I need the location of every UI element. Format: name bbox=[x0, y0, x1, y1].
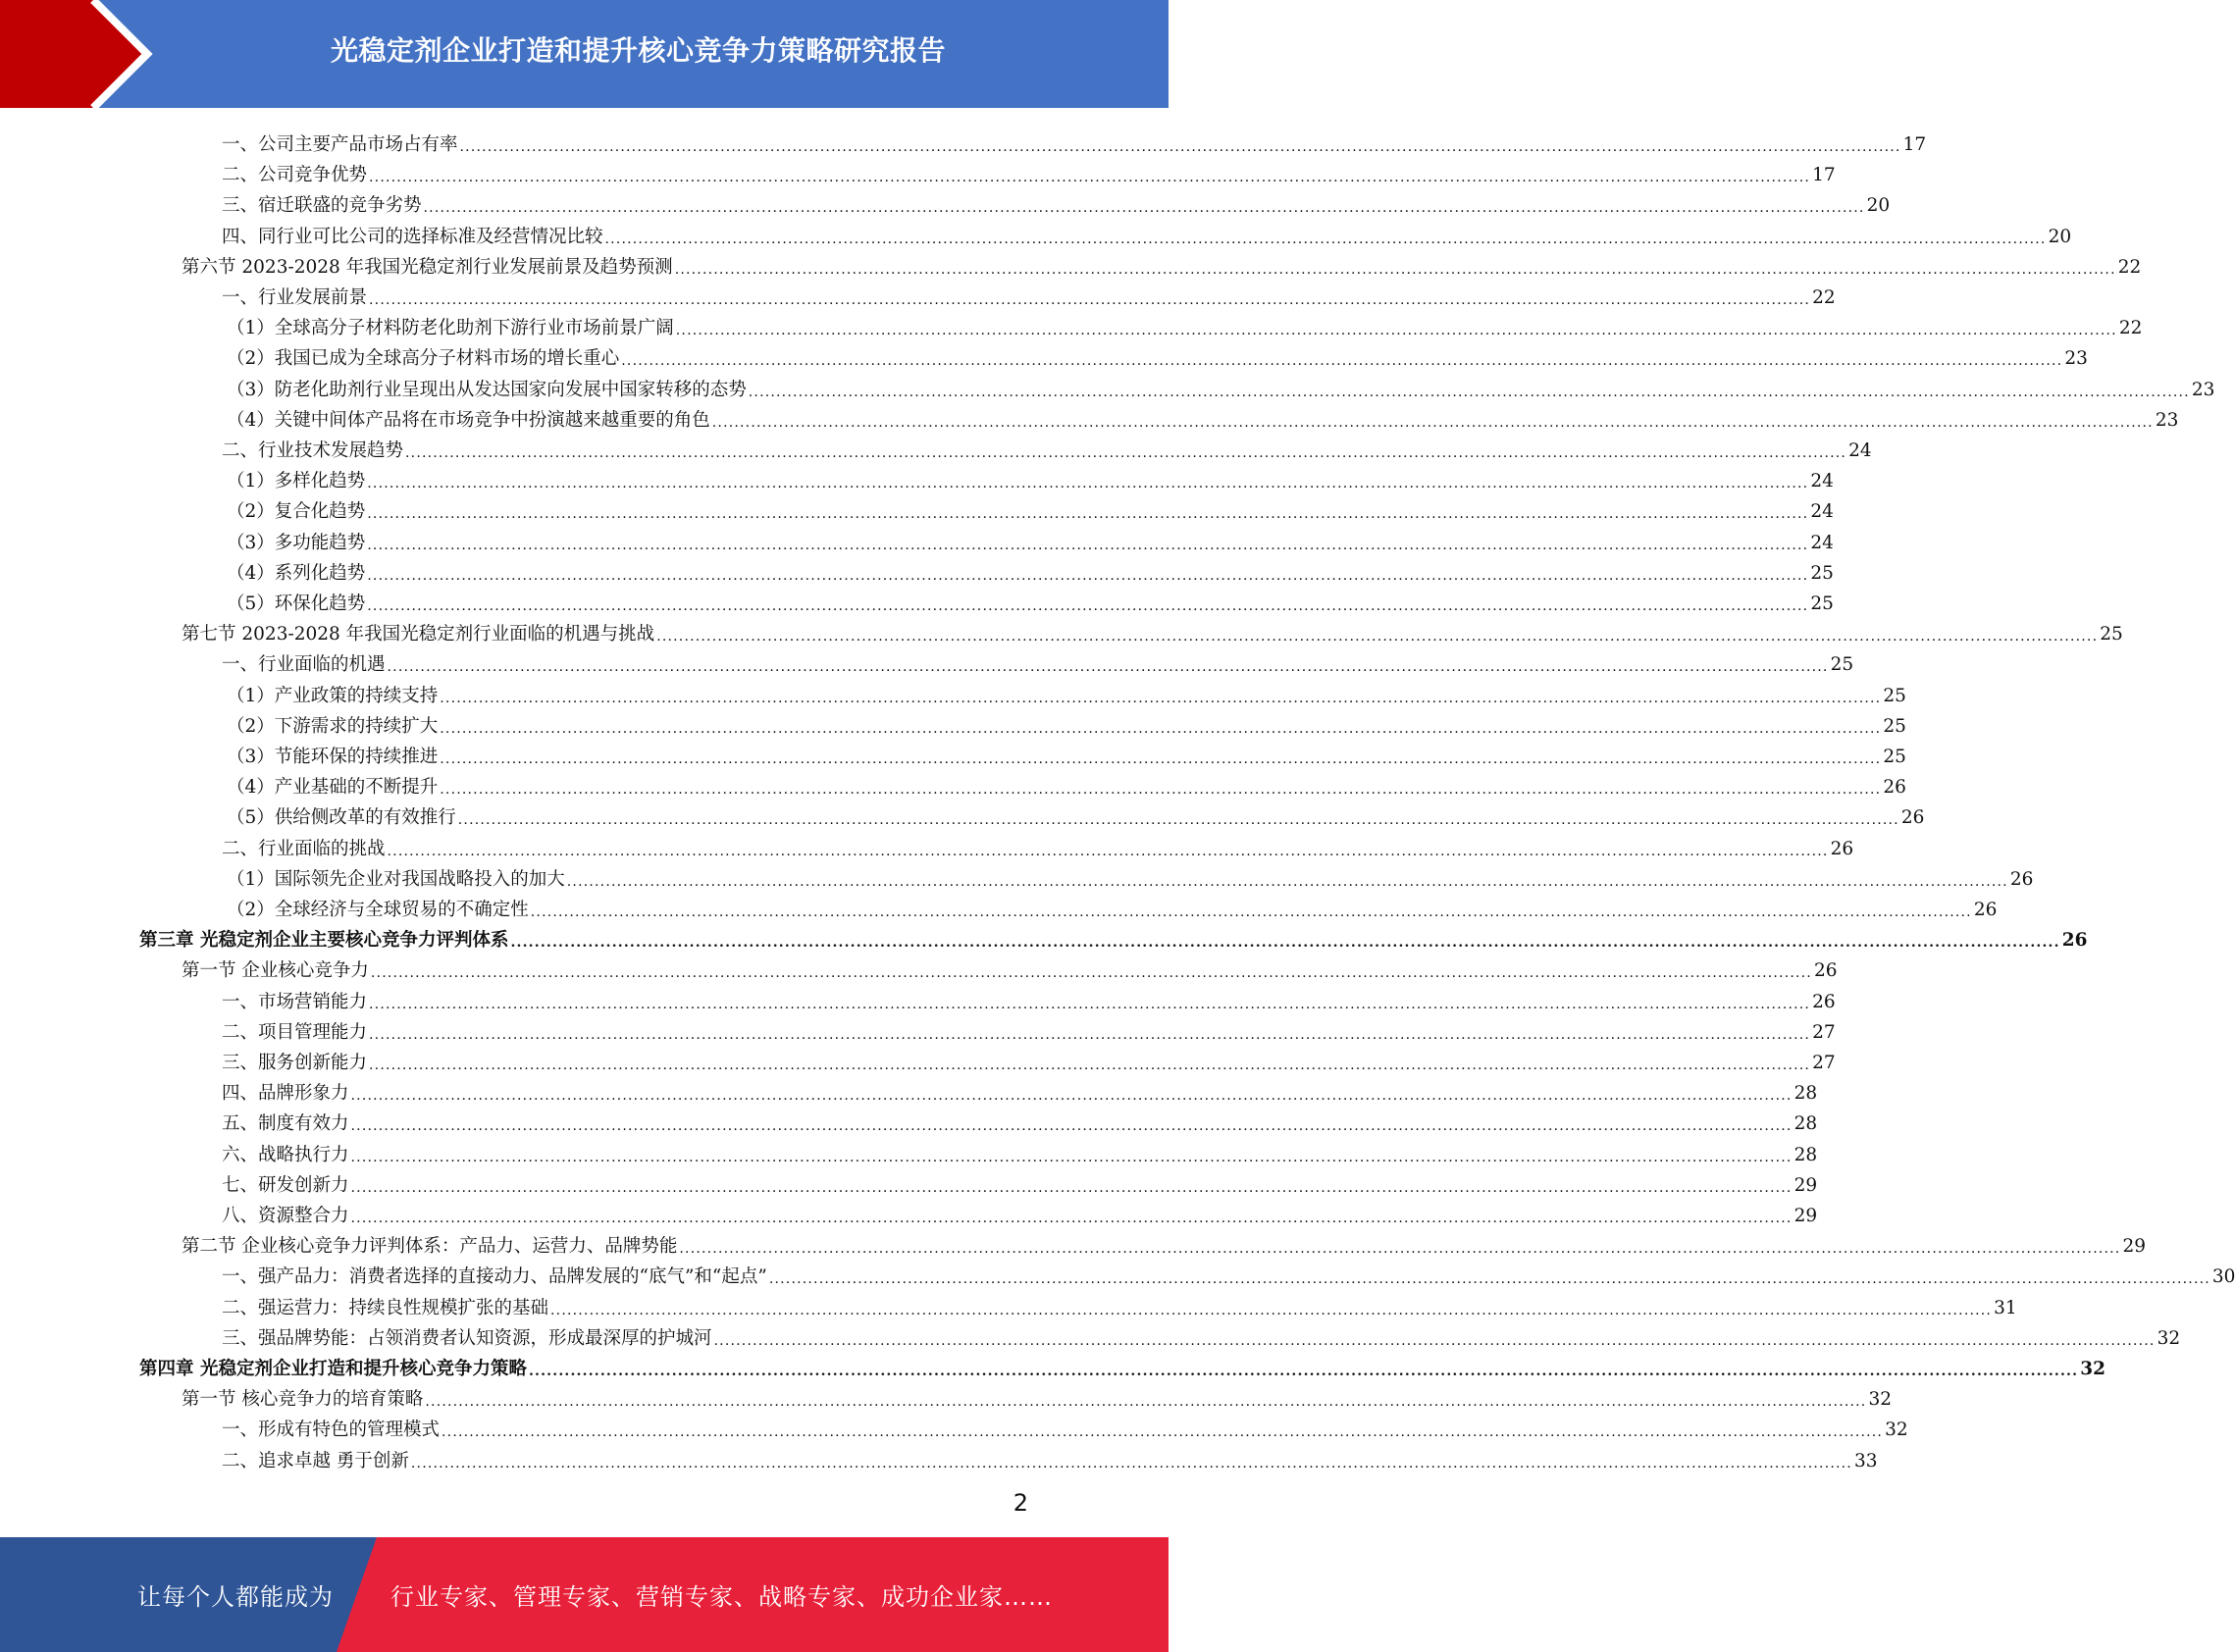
toc-dot-leader: .................................................................................................................................................................................................................................................................... bbox=[367, 476, 1809, 492]
toc-dot-leader: .................................................................................................................................................................................................................................................................... bbox=[550, 1302, 1993, 1318]
toc-entry-title: 第一节 核心竞争力的培育策略 bbox=[182, 1389, 424, 1411]
toc-entry-title: 三、宿迁联盛的竞争劣势 bbox=[222, 195, 422, 217]
toc-page-number: 25 bbox=[1883, 715, 1906, 737]
red-arrow-decoration bbox=[0, 0, 157, 108]
toc-entry[interactable] bbox=[182, 248, 2142, 279]
toc-page-number: 23 bbox=[2191, 379, 2215, 400]
toc-dot-leader: .................................................................................................................................................................................................................................................................... bbox=[367, 567, 1809, 584]
toc-page-number: 22 bbox=[2117, 256, 2142, 278]
toc-dot-leader: .................................................................................................................................................................................................................................................................... bbox=[675, 323, 2117, 339]
toc-dot-leader: .................................................................................................................................................................................................................................................................... bbox=[459, 139, 1901, 155]
toc-page-number: 30 bbox=[2211, 1266, 2235, 1288]
toc-page-number: 26 bbox=[1883, 777, 1906, 799]
toc-page-number: 32 bbox=[2157, 1327, 2181, 1349]
toc-entry-title: 二、行业面临的挑战 bbox=[222, 838, 386, 859]
toc-entry[interactable] bbox=[222, 1319, 2181, 1350]
toc-page-number: 27 bbox=[1812, 1021, 1836, 1043]
page-header bbox=[0, 0, 1169, 108]
toc-entry[interactable] bbox=[222, 1044, 1836, 1074]
toc-page-number: 23 bbox=[2155, 409, 2179, 431]
toc-page-number: 26 bbox=[2061, 930, 2088, 952]
toc-entry[interactable] bbox=[139, 921, 2088, 952]
toc-entry[interactable] bbox=[227, 462, 1834, 492]
toc-dot-leader: .................................................................................................................................................................................................................................................................... bbox=[528, 1364, 2079, 1379]
toc-entry-title: 一、强产品力：消费者选择的直接动力、品牌发展的“底气”和“起点” bbox=[222, 1266, 767, 1288]
toc-dot-leader: .................................................................................................................................................................................................................................................................... bbox=[713, 1332, 2156, 1349]
toc-entry[interactable] bbox=[222, 279, 1836, 309]
toc-dot-leader: .................................................................................................................................................................................................................................................................... bbox=[350, 1088, 1793, 1105]
toc-entry[interactable] bbox=[227, 585, 1834, 615]
toc-entry[interactable] bbox=[227, 891, 1998, 921]
toc-dot-leader: .................................................................................................................................................................................................................................................................... bbox=[387, 659, 1829, 676]
toc-dot-leader: .................................................................................................................................................................................................................................................................... bbox=[457, 812, 1899, 829]
toc-entry-title: 第六节 2023-2028 年我国光稳定剂行业发展前景及趋势预测 bbox=[182, 256, 673, 278]
toc-entry[interactable] bbox=[222, 218, 2072, 248]
toc-page-number: 29 bbox=[1793, 1174, 1818, 1196]
toc-page-number: 26 bbox=[1830, 838, 1854, 859]
toc-dot-leader: .................................................................................................................................................................................................................................................................... bbox=[367, 506, 1809, 523]
toc-entry-title: 八、资源整合力 bbox=[222, 1206, 349, 1226]
toc-dot-leader: .................................................................................................................................................................................................................................................................... bbox=[350, 1211, 1793, 1226]
toc-entry[interactable] bbox=[222, 1105, 1818, 1135]
toc-entry-title: 一、行业发展前景 bbox=[222, 287, 368, 308]
toc-entry-title: （2）我国已成为全球高分子材料市场的增长重心 bbox=[227, 348, 620, 370]
toc-page-number: 25 bbox=[1883, 685, 1906, 706]
toc-entry-title: 一、市场营销能力 bbox=[222, 991, 368, 1012]
toc-dot-leader: .................................................................................................................................................................................................................................................................... bbox=[440, 720, 1882, 737]
toc-page-number: 26 bbox=[1813, 960, 1838, 982]
toc-dot-leader: .................................................................................................................................................................................................................................................................... bbox=[369, 292, 1811, 308]
toc-entry[interactable] bbox=[222, 1258, 2235, 1288]
toc-dot-leader: .................................................................................................................................................................................................................................................................... bbox=[369, 1058, 1811, 1073]
toc-page-number: 25 bbox=[1830, 654, 1854, 676]
toc-entry-title: （3）多功能趋势 bbox=[227, 532, 366, 553]
toc-entry[interactable] bbox=[222, 1289, 2017, 1319]
toc-entry[interactable] bbox=[222, 1411, 1908, 1441]
toc-page-number: 22 bbox=[2118, 318, 2143, 339]
toc-entry-title: （1）全球高分子材料防老化助剂下游行业市场前景广阔 bbox=[227, 318, 674, 339]
toc-page-number: 29 bbox=[1793, 1206, 1818, 1226]
toc-dot-leader: .................................................................................................................................................................................................................................................................... bbox=[530, 904, 1972, 920]
toc-dot-leader: .................................................................................................................................................................................................................................................................... bbox=[621, 353, 2063, 370]
toc-dot-leader: .................................................................................................................................................................................................................................................................... bbox=[370, 965, 1812, 982]
toc-dot-leader: .................................................................................................................................................................................................................................................................... bbox=[711, 414, 2154, 431]
toc-entry-title: （3）节能环保的持续推进 bbox=[227, 747, 439, 767]
toc-page-number: 27 bbox=[1812, 1053, 1836, 1073]
toc-page-number: 26 bbox=[2009, 868, 2034, 890]
toc-entry[interactable] bbox=[222, 1197, 1818, 1227]
toc-entry[interactable] bbox=[182, 952, 1838, 982]
toc-entry[interactable] bbox=[222, 645, 1854, 676]
toc-dot-leader: .................................................................................................................................................................................................................................................................... bbox=[768, 1271, 2210, 1288]
toc-entry-title: 六、战略执行力 bbox=[222, 1144, 349, 1165]
toc-entry[interactable] bbox=[222, 1166, 1818, 1197]
toc-dot-leader: .................................................................................................................................................................................................................................................................... bbox=[604, 231, 2047, 247]
toc-entry-title: 第二节 企业核心竞争力评判体系：产品力、运营力、品牌势能 bbox=[182, 1236, 678, 1258]
toc-page-number: 20 bbox=[1866, 195, 1891, 217]
toc-page-number: 17 bbox=[1812, 165, 1836, 186]
toc-entry[interactable] bbox=[222, 156, 1836, 186]
footer-slogan-right: 行业专家、管理专家、营销专家、战略专家、成功企业家…… bbox=[390, 1583, 1053, 1611]
toc-page-number: 26 bbox=[1900, 807, 1925, 829]
toc-dot-leader: .................................................................................................................................................................................................................................................................... bbox=[656, 629, 2099, 645]
toc-entry[interactable] bbox=[227, 860, 2034, 891]
toc-entry-title: （3）防老化助剂行业呈现出从发达国家向发展中国家转移的态势 bbox=[227, 379, 747, 400]
toc-entry-title: （1）产业政策的持续支持 bbox=[227, 685, 439, 706]
toc-entry-title: 第七节 2023-2028 年我国光稳定剂行业面临的机遇与挑战 bbox=[182, 624, 655, 645]
toc-entry[interactable] bbox=[227, 339, 2088, 370]
toc-entry[interactable] bbox=[182, 615, 2123, 645]
toc-entry[interactable] bbox=[222, 1136, 1818, 1166]
toc-dot-leader: .................................................................................................................................................................................................................................................................... bbox=[369, 996, 1811, 1012]
toc-entry-title: 二、公司竞争优势 bbox=[222, 165, 368, 186]
toc-entry-title: 三、强品牌势能：占领消费者认知资源，形成最深厚的护城河 bbox=[222, 1327, 712, 1349]
toc-entry-title: 一、公司主要产品市场占有率 bbox=[222, 134, 458, 155]
toc-page-number: 25 bbox=[1883, 747, 1906, 767]
toc-dot-leader: .................................................................................................................................................................................................................................................................... bbox=[440, 782, 1882, 799]
toc-entry-title: 三、服务创新能力 bbox=[222, 1053, 368, 1073]
toc-entry[interactable] bbox=[227, 401, 2179, 432]
toc-entry-title: 一、形成有特色的管理模式 bbox=[222, 1420, 441, 1441]
toc-entry[interactable] bbox=[227, 768, 1906, 799]
page-footer bbox=[0, 1537, 1169, 1652]
toc-entry-title: （4）关键中间体产品将在市场竞争中扮演越来越重要的角色 bbox=[227, 409, 710, 431]
toc-entry[interactable] bbox=[222, 126, 1927, 156]
toc-entry[interactable] bbox=[227, 707, 1906, 738]
toc-page-number: 25 bbox=[1810, 594, 1834, 614]
toc-entry[interactable] bbox=[222, 1074, 1818, 1105]
toc-page-number: 32 bbox=[2080, 1359, 2105, 1379]
toc-dot-leader: .................................................................................................................................................................................................................................................................... bbox=[423, 200, 1865, 217]
toc-entry-title: 二、行业技术发展趋势 bbox=[222, 440, 404, 461]
toc-page-number: 29 bbox=[2122, 1236, 2146, 1258]
toc-entry-title: 第三章 光稳定剂企业主要核心竞争力评判体系 bbox=[139, 930, 509, 952]
toc-page-number: 20 bbox=[2048, 226, 2072, 247]
toc-dot-leader: .................................................................................................................................................................................................................................................................... bbox=[350, 1149, 1793, 1165]
toc-dot-leader: .................................................................................................................................................................................................................................................................... bbox=[350, 1179, 1793, 1196]
toc-dot-leader: .................................................................................................................................................................................................................................................................... bbox=[674, 261, 2116, 278]
toc-entry-title: 二、强运营力：持续良性规模扩张的基础 bbox=[222, 1297, 549, 1318]
report-title: 光稳定剂企业打造和提升核心竞争力策略研究报告 bbox=[330, 34, 946, 67]
toc-entry[interactable] bbox=[182, 1227, 2146, 1258]
toc-entry-title: 五、制度有效力 bbox=[222, 1113, 349, 1135]
footer-slogan-left: 让每个人都能成为 bbox=[137, 1583, 334, 1611]
toc-page-number: 33 bbox=[1853, 1450, 1878, 1471]
toc-entry[interactable] bbox=[227, 371, 2215, 401]
toc-entry[interactable] bbox=[227, 738, 1906, 768]
toc-entry-title: （4）系列化趋势 bbox=[227, 562, 366, 584]
toc-entry[interactable] bbox=[227, 677, 1906, 707]
toc-dot-leader: .................................................................................................................................................................................................................................................................... bbox=[748, 384, 2190, 400]
toc-entry[interactable] bbox=[227, 554, 1834, 585]
toc-page-number: 17 bbox=[1902, 134, 1927, 155]
toc-page-number: 24 bbox=[1848, 440, 1872, 461]
toc-page-number: 28 bbox=[1793, 1113, 1818, 1135]
toc-entry[interactable] bbox=[222, 432, 1872, 462]
toc-dot-leader: .................................................................................................................................................................................................................................................................... bbox=[410, 1455, 1852, 1471]
toc-entry-title: （4）产业基础的不断提升 bbox=[227, 777, 439, 799]
toc-dot-leader: .................................................................................................................................................................................................................................................................... bbox=[510, 935, 2060, 952]
toc-dot-leader: .................................................................................................................................................................................................................................................................... bbox=[440, 751, 1882, 767]
toc-page-number: 32 bbox=[1885, 1420, 1908, 1441]
toc-entry-title: （1）国际领先企业对我国战略投入的加大 bbox=[227, 868, 565, 890]
toc-dot-leader: .................................................................................................................................................................................................................................................................... bbox=[442, 1424, 1884, 1441]
toc-entry[interactable] bbox=[182, 1380, 1892, 1411]
toc-page-number: 25 bbox=[2100, 624, 2123, 645]
toc-dot-leader: .................................................................................................................................................................................................................................................................... bbox=[387, 843, 1829, 859]
toc-entry-title: （2）复合化趋势 bbox=[227, 501, 366, 523]
toc-entry[interactable] bbox=[222, 1013, 1836, 1044]
toc-dot-leader: .................................................................................................................................................................................................................................................................... bbox=[367, 598, 1809, 614]
toc-dot-leader: .................................................................................................................................................................................................................................................................... bbox=[679, 1241, 2121, 1258]
toc-dot-leader: .................................................................................................................................................................................................................................................................... bbox=[367, 537, 1809, 553]
toc-entry[interactable] bbox=[222, 983, 1836, 1013]
toc-entry[interactable] bbox=[222, 186, 1891, 217]
toc-entry-title: （5）环保化趋势 bbox=[227, 594, 366, 614]
toc-dot-leader: .................................................................................................................................................................................................................................................................... bbox=[405, 445, 1847, 461]
toc-entry-title: 一、行业面临的机遇 bbox=[222, 654, 386, 676]
toc-entry[interactable] bbox=[222, 830, 1854, 860]
toc-entry-title: 四、同行业可比公司的选择标准及经营情况比较 bbox=[222, 226, 603, 247]
toc-entry-title: （2）下游需求的持续扩大 bbox=[227, 715, 439, 737]
toc-page-number: 31 bbox=[1994, 1297, 2017, 1318]
toc-dot-leader: .................................................................................................................................................................................................................................................................... bbox=[566, 873, 2008, 890]
toc-page-number: 25 bbox=[1810, 562, 1834, 584]
toc-entry-title: 七、研发创新力 bbox=[222, 1174, 349, 1196]
toc-entry[interactable] bbox=[222, 1442, 1878, 1472]
toc-entry[interactable] bbox=[227, 524, 1834, 554]
toc-entry[interactable] bbox=[227, 309, 2143, 339]
toc-page-number: 24 bbox=[1810, 501, 1834, 523]
toc-page-number: 26 bbox=[1812, 991, 1836, 1012]
toc-entry-title: 第一节 企业核心竞争力 bbox=[182, 960, 369, 982]
toc-page-number: 24 bbox=[1810, 532, 1834, 553]
toc-page-number: 23 bbox=[2064, 348, 2088, 370]
toc-entry-title: （2）全球经济与全球贸易的不确定性 bbox=[227, 900, 529, 920]
toc-entry[interactable] bbox=[139, 1350, 2105, 1380]
toc-entry[interactable] bbox=[227, 799, 1925, 829]
toc-entry-title: 第四章 光稳定剂企业打造和提升核心竞争力策略 bbox=[139, 1359, 527, 1379]
toc-dot-leader: .................................................................................................................................................................................................................................................................... bbox=[369, 1026, 1811, 1043]
toc-entry-title: （5）供给侧改革的有效推行 bbox=[227, 807, 456, 829]
toc-dot-leader: .................................................................................................................................................................................................................................................................... bbox=[369, 170, 1811, 186]
toc-page-number: 26 bbox=[1973, 900, 1998, 920]
toc-entry-title: 二、追求卓越 勇于创新 bbox=[222, 1450, 409, 1471]
toc-page-number: 28 bbox=[1793, 1144, 1818, 1165]
toc-page-number: 24 bbox=[1810, 471, 1834, 492]
toc-dot-leader: .................................................................................................................................................................................................................................................................... bbox=[440, 690, 1882, 706]
toc-page-number: 22 bbox=[1812, 287, 1836, 308]
toc-page-number: 28 bbox=[1793, 1083, 1818, 1105]
toc-entry[interactable] bbox=[227, 492, 1834, 523]
toc-entry-title: 四、品牌形象力 bbox=[222, 1083, 349, 1105]
page-number: 2 bbox=[1013, 1489, 1028, 1517]
toc-dot-leader: .................................................................................................................................................................................................................................................................... bbox=[350, 1118, 1793, 1135]
toc-page-number: 32 bbox=[1868, 1389, 1892, 1411]
toc-dot-leader: .................................................................................................................................................................................................................................................................... bbox=[425, 1394, 1867, 1411]
toc-entry-title: （1）多样化趋势 bbox=[227, 471, 366, 492]
toc-entry-title: 二、项目管理能力 bbox=[222, 1021, 368, 1043]
